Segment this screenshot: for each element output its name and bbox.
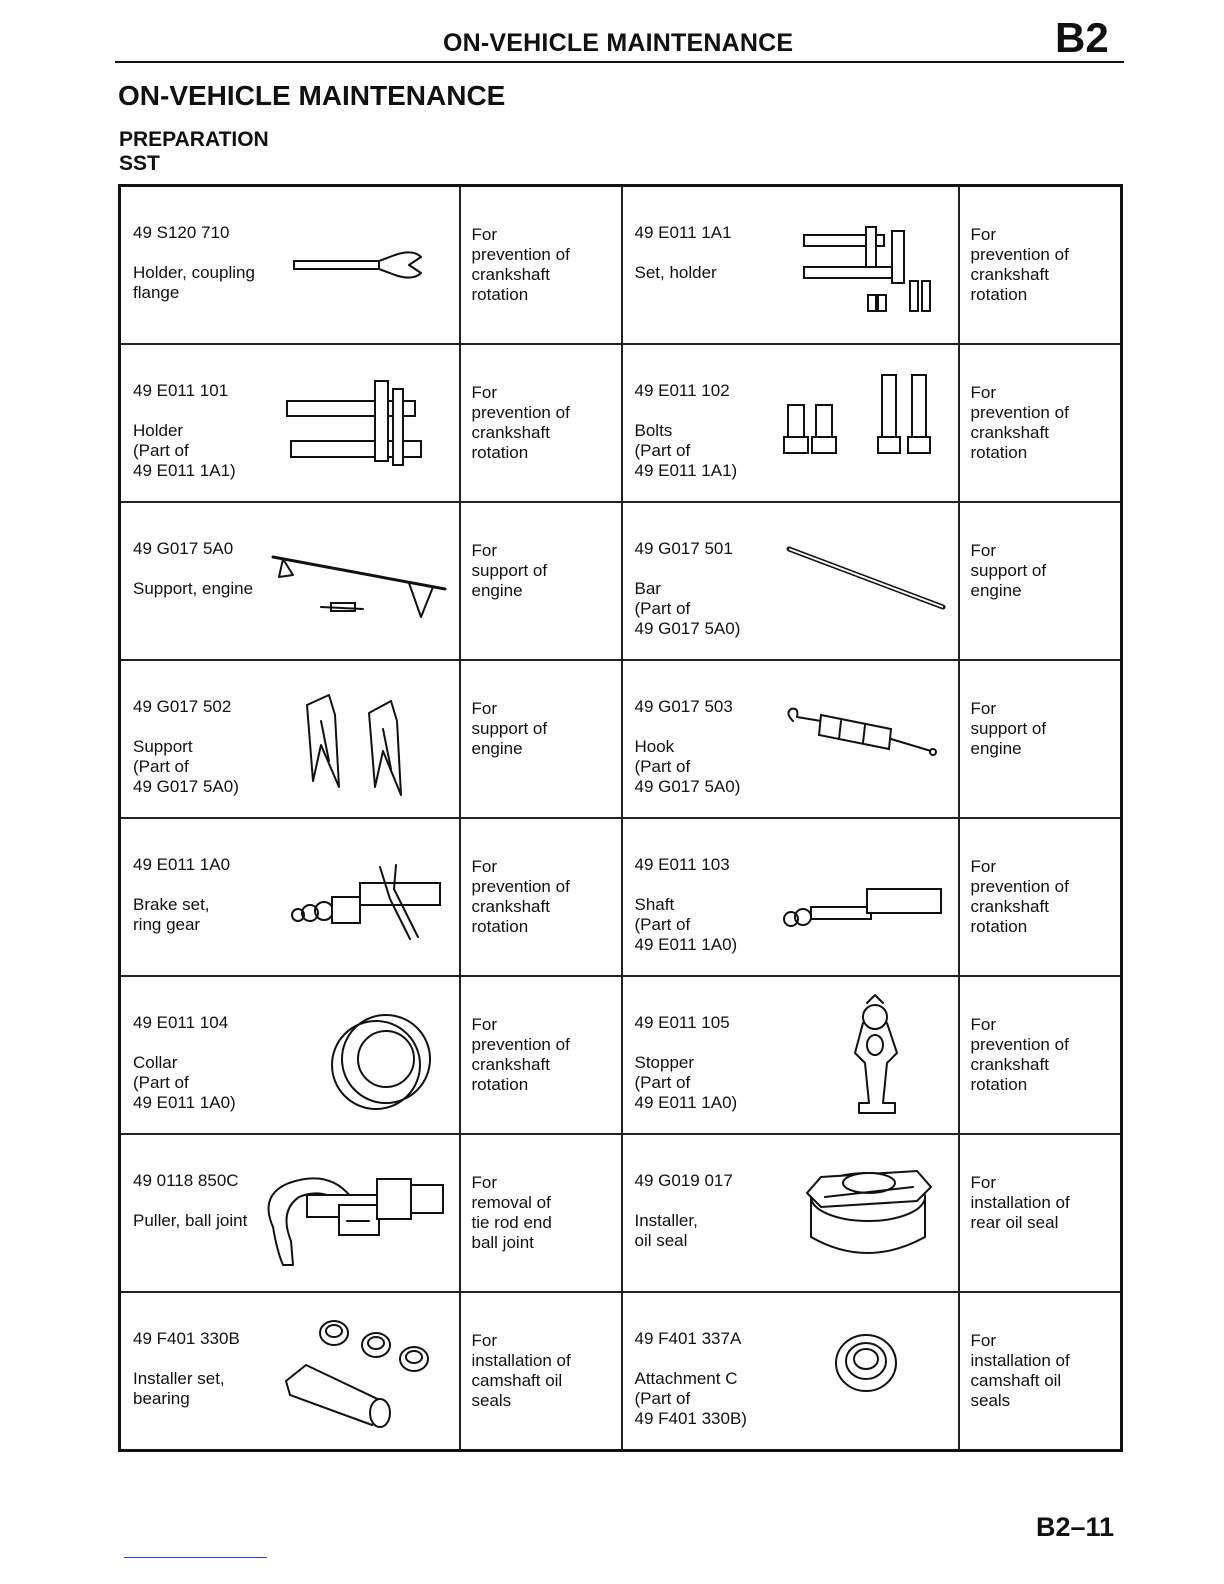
purpose-text: For installation of rear oil seal: [959, 1134, 1122, 1292]
ball-joint-puller-icon: [259, 1165, 459, 1275]
tool-name: Brake set, ring gear: [133, 895, 210, 934]
table-row: [120, 344, 1122, 502]
tool-cell: [120, 344, 460, 502]
table-row: [120, 1292, 1122, 1451]
tool-name: Puller, ball joint: [133, 1211, 248, 1230]
bearing-installer-set-icon: [276, 1311, 446, 1429]
part-number: 49 G017 501: [634, 539, 733, 558]
purpose-text: For removal of tie rod end ball joint: [460, 1134, 622, 1292]
oil-seal-installer-icon: [801, 1157, 941, 1272]
purpose-text: For prevention of crankshaft rotation: [460, 186, 622, 345]
coupling-holder-icon: [291, 247, 431, 287]
part-number: 49 E011 103: [634, 855, 730, 874]
subsection-title: PREPARATION: [119, 128, 269, 151]
part-number: 49 E011 101: [133, 381, 229, 400]
table-row: [120, 660, 1122, 818]
tool-cell: [120, 660, 460, 818]
table-row: [120, 976, 1122, 1134]
tool-name: Support (Part of 49 G017 5A0): [133, 737, 239, 796]
tool-cell: [120, 1292, 460, 1451]
part-number: 49 G017 502: [133, 697, 232, 716]
engine-support-icon: [269, 547, 454, 627]
tool-cell: [120, 502, 460, 660]
part-number: 49 F401 337A: [634, 1329, 742, 1348]
part-number: 49 S120 710: [133, 223, 230, 242]
part-number: 49 G017 5A0: [133, 539, 234, 558]
shaft-icon: [781, 877, 951, 937]
purpose-text: For prevention of crankshaft rotation: [460, 976, 622, 1134]
collar-icon: [324, 997, 439, 1117]
page-number: B2–11: [1036, 1512, 1115, 1542]
subsection-subtitle: SST: [119, 152, 160, 175]
hook-icon: [781, 707, 941, 767]
part-number: 49 G017 503: [634, 697, 733, 716]
table-row: [120, 502, 1122, 660]
holder-set-icon: [798, 221, 948, 316]
stopper-icon: [843, 993, 913, 1123]
tool-name: Installer, oil seal: [634, 1211, 698, 1250]
tool-name: Attachment C (Part of 49 F401 330B): [634, 1369, 747, 1428]
header-rule: [115, 61, 1124, 63]
purpose-text: For support of engine: [460, 502, 622, 660]
purpose-text: For prevention of crankshaft rotation: [959, 344, 1122, 502]
tool-cell: [120, 186, 460, 345]
tool-cell: [622, 976, 959, 1134]
part-number: 49 0118 850C: [133, 1171, 239, 1190]
tool-name: Bar (Part of 49 G017 5A0): [634, 579, 741, 638]
part-number: 49 G019 017: [634, 1171, 733, 1190]
tool-cell: [622, 660, 959, 818]
sst-table: [118, 184, 1123, 1452]
purpose-text: For prevention of crankshaft rotation: [460, 818, 622, 976]
tool-cell: [120, 818, 460, 976]
part-number: 49 E011 1A1: [634, 223, 732, 242]
tool-cell: [622, 186, 959, 345]
attachment-c-icon: [828, 1329, 908, 1399]
table-row: [120, 1134, 1122, 1292]
tool-cell: [622, 1292, 959, 1451]
purpose-text: For prevention of crankshaft rotation: [959, 186, 1122, 345]
tool-cell: [622, 502, 959, 660]
chapter-code: B2: [1055, 14, 1109, 61]
tool-name: Holder, coupling flange: [133, 263, 255, 302]
tool-name: Support, engine: [133, 579, 254, 598]
table-row: [120, 818, 1122, 976]
holder-icon: [281, 377, 431, 472]
section-title: ON-VEHICLE MAINTENANCE: [118, 80, 506, 111]
tool-cell: [622, 818, 959, 976]
part-number: 49 E011 104: [133, 1013, 229, 1032]
tool-name: Bolts (Part of 49 E011 1A1): [634, 421, 738, 480]
table-row: [120, 186, 1122, 345]
tool-cell: [622, 344, 959, 502]
part-number: 49 E011 1A0: [133, 855, 231, 874]
part-number: 49 E011 105: [634, 1013, 730, 1032]
purpose-text: For support of engine: [959, 660, 1122, 818]
tool-name: Set, holder: [634, 263, 717, 282]
part-number: 49 F401 330B: [133, 1329, 240, 1348]
scan-artifact-line: [124, 1557, 267, 1558]
tool-name: Stopper (Part of 49 E011 1A0): [634, 1053, 738, 1112]
purpose-text: For prevention of crankshaft rotation: [959, 976, 1122, 1134]
running-header-title: ON-VEHICLE MAINTENANCE: [443, 29, 794, 57]
tool-name: Holder (Part of 49 E011 1A1): [133, 421, 236, 480]
purpose-text: For support of engine: [959, 502, 1122, 660]
part-number: 49 E011 102: [634, 381, 730, 400]
tool-name: Hook (Part of 49 G017 5A0): [634, 737, 741, 796]
purpose-text: For prevention of crankshaft rotation: [460, 344, 622, 502]
tool-cell: [120, 1134, 460, 1292]
brake-set-icon: [286, 859, 446, 944]
support-icon: [299, 691, 429, 801]
purpose-text: For installation of camshaft oil seals: [460, 1292, 622, 1451]
tool-name: Shaft (Part of 49 E011 1A0): [634, 895, 738, 954]
bar-icon: [783, 543, 953, 618]
purpose-text: For installation of camshaft oil seals: [959, 1292, 1122, 1451]
tool-cell: [120, 976, 460, 1134]
tool-name: Collar (Part of 49 E011 1A0): [133, 1053, 236, 1112]
bolts-icon: [778, 371, 948, 461]
purpose-text: For support of engine: [460, 660, 622, 818]
tool-name: Installer set, bearing: [133, 1369, 225, 1408]
purpose-text: For prevention of crankshaft rotation: [959, 818, 1122, 976]
tool-cell: [622, 1134, 959, 1292]
